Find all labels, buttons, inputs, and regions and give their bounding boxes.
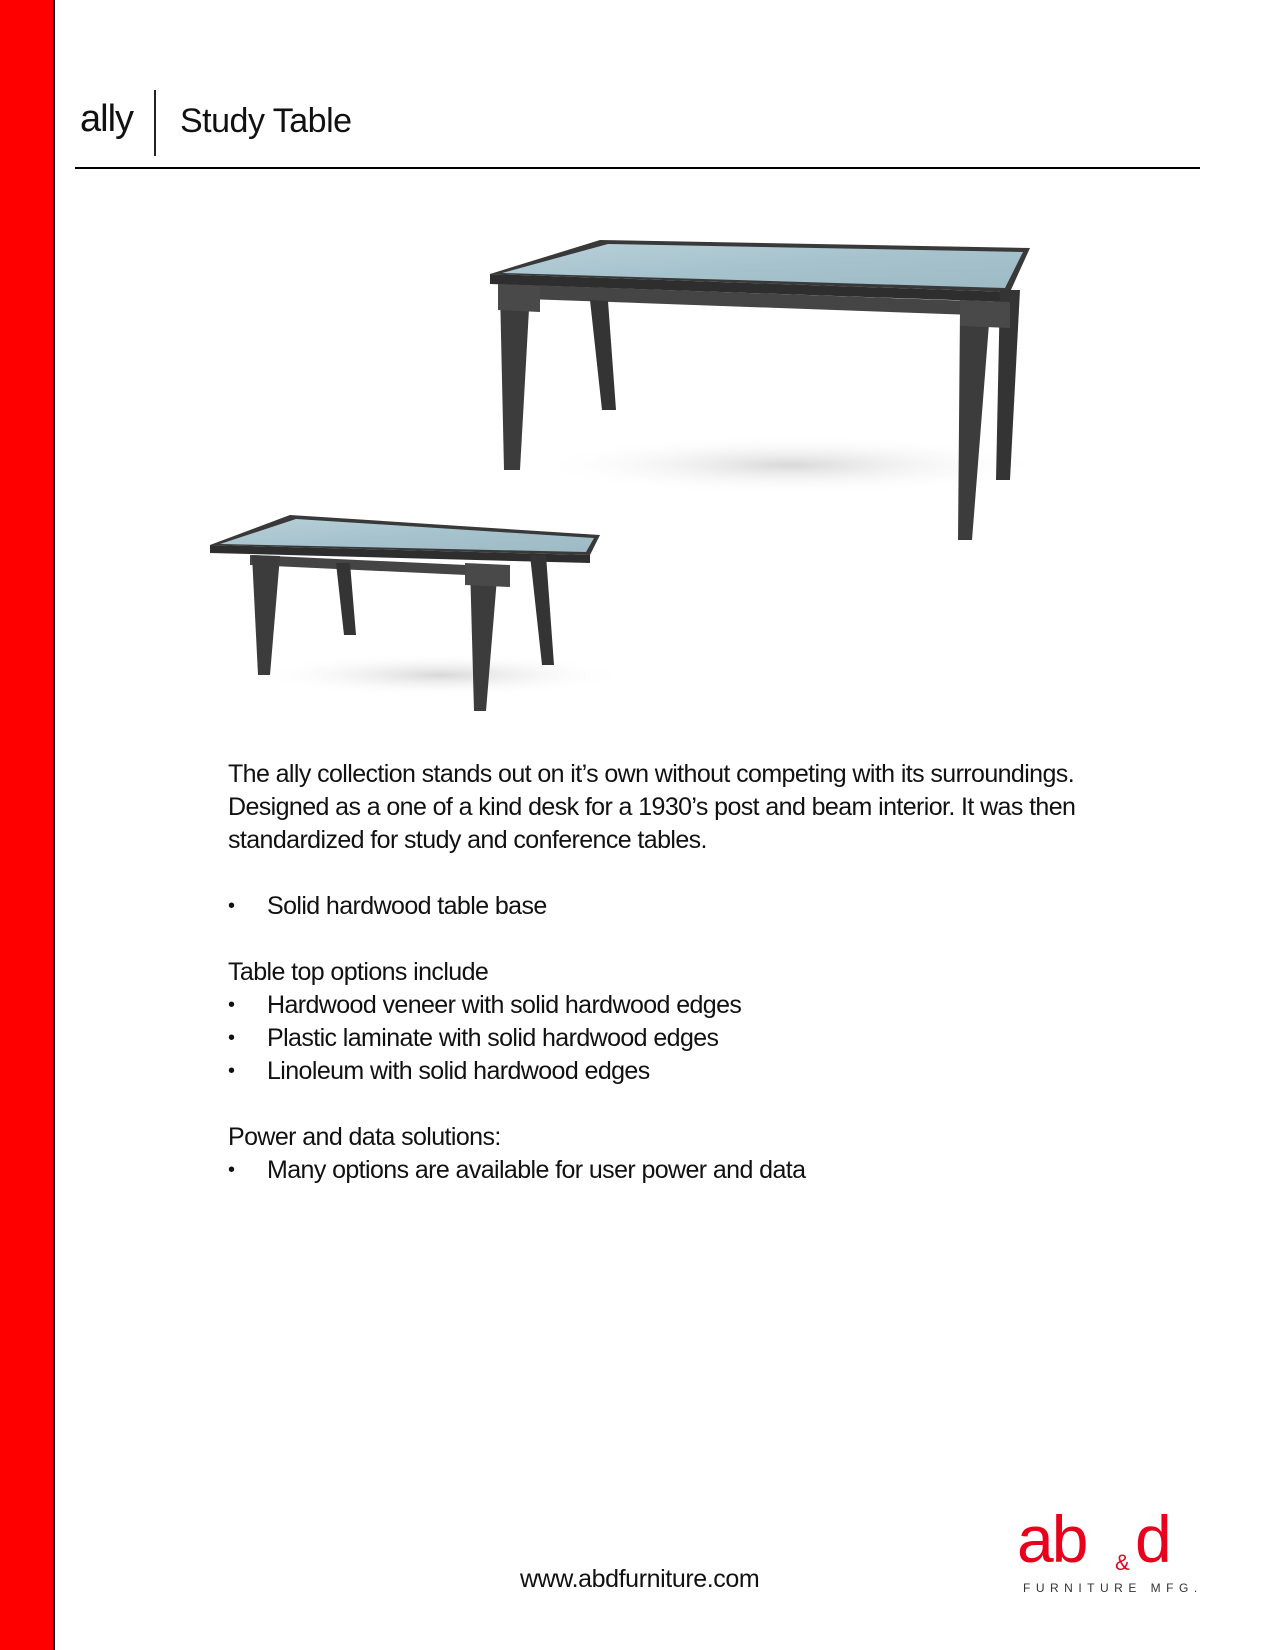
intro-paragraph: The ally collection stands out on it’s own without competing with its surroundings. Designed as a one of a kind desk for a 1930’s post and beam interior. It was then standardized for study and conference tables. <box>228 760 1076 854</box>
list-item: • Plastic laminate with solid hardwood edges <box>228 1022 1128 1055</box>
abd-logo <box>1015 1500 1215 1600</box>
list-item: • Hardwood veneer with solid hardwood edges <box>228 989 1128 1022</box>
list-item: • Solid hardwood table base <box>228 890 1128 923</box>
svg-text:FURNITURE MFG.: FURNITURE MFG. <box>1023 1581 1203 1595</box>
brand-name: ally <box>80 98 134 140</box>
tabletop-heading: Table top options include <box>228 958 489 986</box>
list-item: • Linoleum with solid hardwood edges <box>228 1055 1128 1088</box>
study-table-small-image <box>210 515 630 735</box>
base-bullet-list <box>228 890 1128 923</box>
list-item: • Many options are available for user power and data <box>228 1154 1128 1187</box>
power-bullet-list <box>228 1154 1128 1187</box>
website-link[interactable]: www.abdfurniture.com <box>520 1565 760 1593</box>
page-title: Study Table <box>180 102 352 140</box>
left-accent-bar <box>0 0 55 1650</box>
header-rule <box>75 167 1200 169</box>
svg-text:d: d <box>1135 1502 1172 1576</box>
product-description <box>228 758 1128 1187</box>
svg-text:&: & <box>1115 1550 1130 1575</box>
tabletop-bullet-list <box>228 989 1128 1088</box>
study-table-large-image <box>490 240 1050 550</box>
svg-text:ab: ab <box>1017 1502 1087 1576</box>
power-heading: Power and data solutions: <box>228 1123 501 1151</box>
header-divider <box>154 90 156 156</box>
